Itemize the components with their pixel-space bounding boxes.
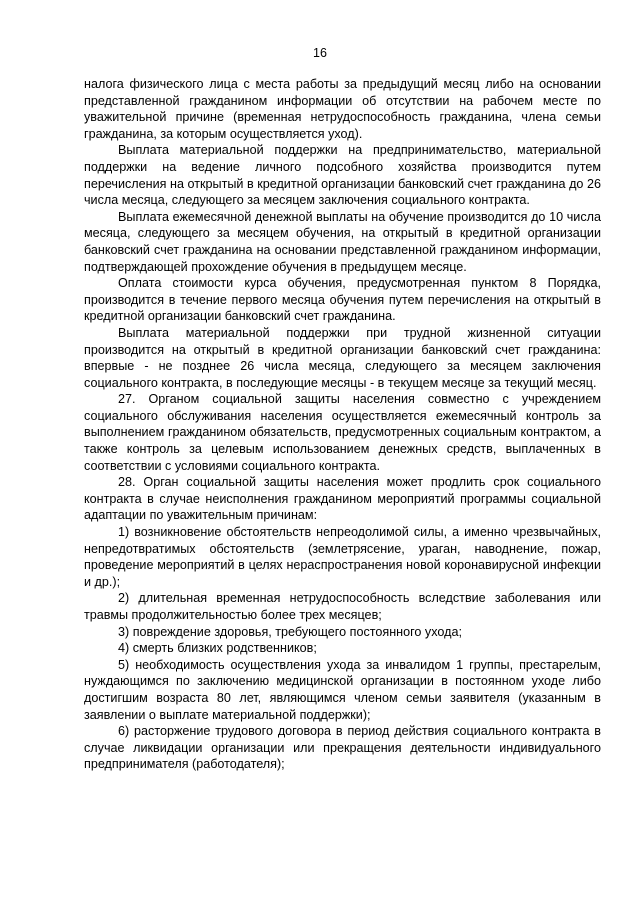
document-body [84,76,601,773]
list-item-4: 4) смерть близких родственников; [118,641,317,656]
paragraph-continuation: налога физического лица с места работы за предыдущий месяц либо на основании представленной гражданином информации об отсутствии на рабочем месте по уважительной причине (временная нетрудоспособность гражданина, члена семьи гражданина, за которым осуществляется уход). [84,77,601,141]
paragraph-entrepreneurship-payment: Выплата материальной поддержки на предпринимательство, материальной поддержки на ведение личного подсобного хозяйства производится путем перечисления на открытый в кредитной организации банковский счет гражданина до 26 числа месяца, следующего за месяцем заключения социального контракта. [84,143,601,208]
paragraph-course-fee-payment: Оплата стоимости курса обучения, предусмотренная пунктом 8 Порядка, производится в течение первого месяца обучения путем перечисления на открытый в кредитной организации банковский счет гражданина. [84,276,601,324]
list-item-6: 6) расторжение трудового договора в период действия социального контракта в случае ликвидации организации или прекращения деятельности индивидуального предпринимателя (работодателя); [84,724,601,772]
list-item-2: 2) длительная временная нетрудоспособность вследствие заболевания или травмы продолжительностью более трех месяцев; [84,591,601,622]
paragraph-monthly-education-payment: Выплата ежемесячной денежной выплаты на обучение производится до 10 числа месяца, следующего за месяцем обучения, на открытый в кредитной организации банковский счет гражданина на основании представленной гражданином информации, подтверждающей прохождение обучения в предыдущем месяце. [84,209,601,274]
paragraph-item-28: 28. Орган социальной защиты населения может продлить срок социального контракта в случае неисполнения гражданином мероприятий программы социальной адаптации по уважительным причинам: [84,475,601,523]
paragraph-difficult-situation-payment: Выплата материальной поддержки при трудной жизненной ситуации производится на открытый в кредитной организации банковский счет гражданина: впервые - не позднее 26 числа месяца, следующего за месяцем заключения социального контракта, в последующие месяцы - в текущем месяце за текущий месяц. [84,325,601,390]
page-number: 16 [313,46,327,60]
paragraph-item-27: 27. Органом социальной защиты населения совместно с учреждением социального обслуживания населения осуществляется ежемесячный контроль за выполнением гражданином обязательств, предусмотренных социальным контрактом, а также контроль за целевым использованием денежных средств, выплаченных в соответствии с условиями социального контракта. [84,392,601,473]
list-item-3: 3) повреждение здоровья, требующего постоянного ухода; [118,624,462,639]
list-item-5: 5) необходимость осуществления ухода за инвалидом 1 группы, престарелым, нуждающимся по заключению медицинской организации в постоянном уходе либо достигшим возраста 80 лет, являющимся членом семьи заявителя (указанным в заявлении о выплате материальной поддержки); [84,657,601,722]
list-item-1: 1) возникновение обстоятельств непреодолимой силы, а именно чрезвычайных, непредотвратимых обстоятельств (землетрясение, ураган, наводнение, пожар, проведение мероприятий в целях нераспространения новой коронавирусной инфекции и др.); [84,525,601,589]
